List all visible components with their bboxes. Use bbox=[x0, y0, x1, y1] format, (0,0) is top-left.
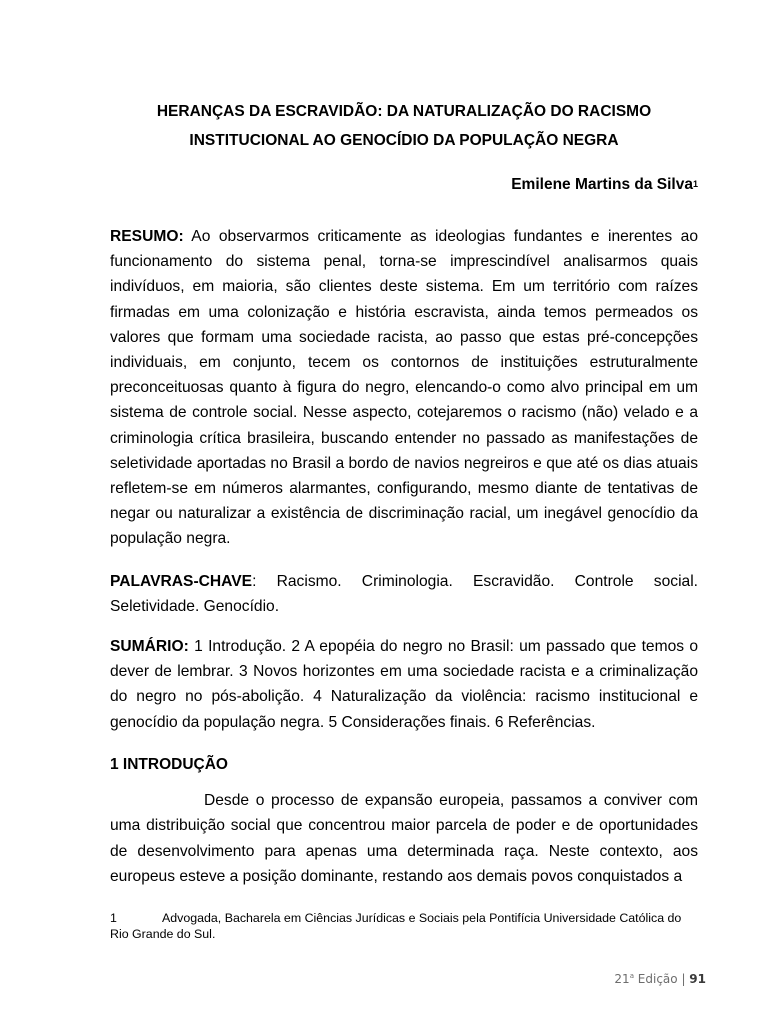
article-title-line-1: HERANÇAS DA ESCRAVIDÃO: DA NATURALIZAÇÃO DO RACISMO bbox=[156, 103, 652, 120]
edition-label: Edição bbox=[633, 972, 678, 986]
author-name-text: Emilene Martins da Silva bbox=[511, 176, 693, 193]
author-name bbox=[511, 174, 698, 196]
keywords-label: PALAVRAS-CHAVE bbox=[110, 573, 253, 590]
folio-separator: | bbox=[677, 972, 690, 986]
section-heading-introduction: 1 INTRODUÇÃO bbox=[110, 756, 228, 773]
author-footnote-mark[interactable]: 1 bbox=[692, 179, 698, 189]
abstract-text: Ao observarmos criticamente as ideologias fundantes e inerentes ao funcionamento do sistema penal, torna-se imprescindível analisarmos quais indivíduos, em maioria, são clientes deste sistema. Em um território com raízes firmadas em uma colonização e história escravista, ainda temos permeados os valores que formam uma sociedade racista, ao passo que estas pré-concepções individuais, em conjunto, tecem os contornos de instituições estruturalmente preconceituosas quanto à figura do negro, elencando-o como alvo principal em um sistema de controle social. Nesse aspecto, cotejaremos o racismo (não) velado e a criminologia crítica brasileira, buscando entender no passado as manifestações de seletividade aportadas no Brasil a bordo de navios negreiros e que até os dias atuais refletem-se em números alarmantes, configurando, mesmo diante de tentativas de negar ou naturalizar a existência de discriminação racial, um inegável genocídio da população negra. bbox=[110, 228, 698, 548]
article-title-line-2: INSTITUCIONAL AO GENOCÍDIO DA POPULAÇÃO NEGRA bbox=[189, 132, 619, 149]
summary-text: 1 Introdução. 2 A epopéia do negro no Brasil: um passado que temos o dever de lembrar. 3 Novos horizontes em uma sociedade racista e a criminalização do negro no pós-abolição. 4 Naturalização da violência: racismo institucional e genocídio da população negra. 5 Considerações finais. 6 Referências. bbox=[110, 638, 698, 731]
introduction-paragraph: Desde o processo de expansão europeia, passamos a conviver com uma distribuição social que concentrou maior parcela de poder e de oportunidades de desenvolvimento para apenas uma determinada raça. Neste contexto, aos europeus esteve a posição dominante, restando aos demais povos conquistados a bbox=[110, 792, 698, 886]
article-title bbox=[110, 97, 698, 155]
edition-number: 21 bbox=[614, 972, 630, 986]
page-number: 91 bbox=[689, 972, 706, 986]
page-folio bbox=[614, 972, 706, 986]
keywords-paragraph bbox=[110, 569, 698, 619]
abstract-paragraph bbox=[110, 224, 698, 552]
footnote-text: Advogada, Bacharela em Ciências Jurídicas e Sociais pela Pontifícia Universidade Católica do Rio Grande do Sul. bbox=[110, 911, 682, 941]
summary-label: SUMÁRIO: bbox=[110, 638, 189, 655]
footnote bbox=[110, 910, 700, 942]
abstract-label: RESUMO: bbox=[110, 228, 184, 245]
summary-paragraph bbox=[110, 634, 698, 735]
keywords-text: : Racismo. Criminologia. Escravidão. Controle social. Seletividade. Genocídio. bbox=[110, 573, 698, 616]
edition-ordinal: a bbox=[629, 972, 634, 980]
footnote-number: 1 bbox=[110, 911, 117, 925]
